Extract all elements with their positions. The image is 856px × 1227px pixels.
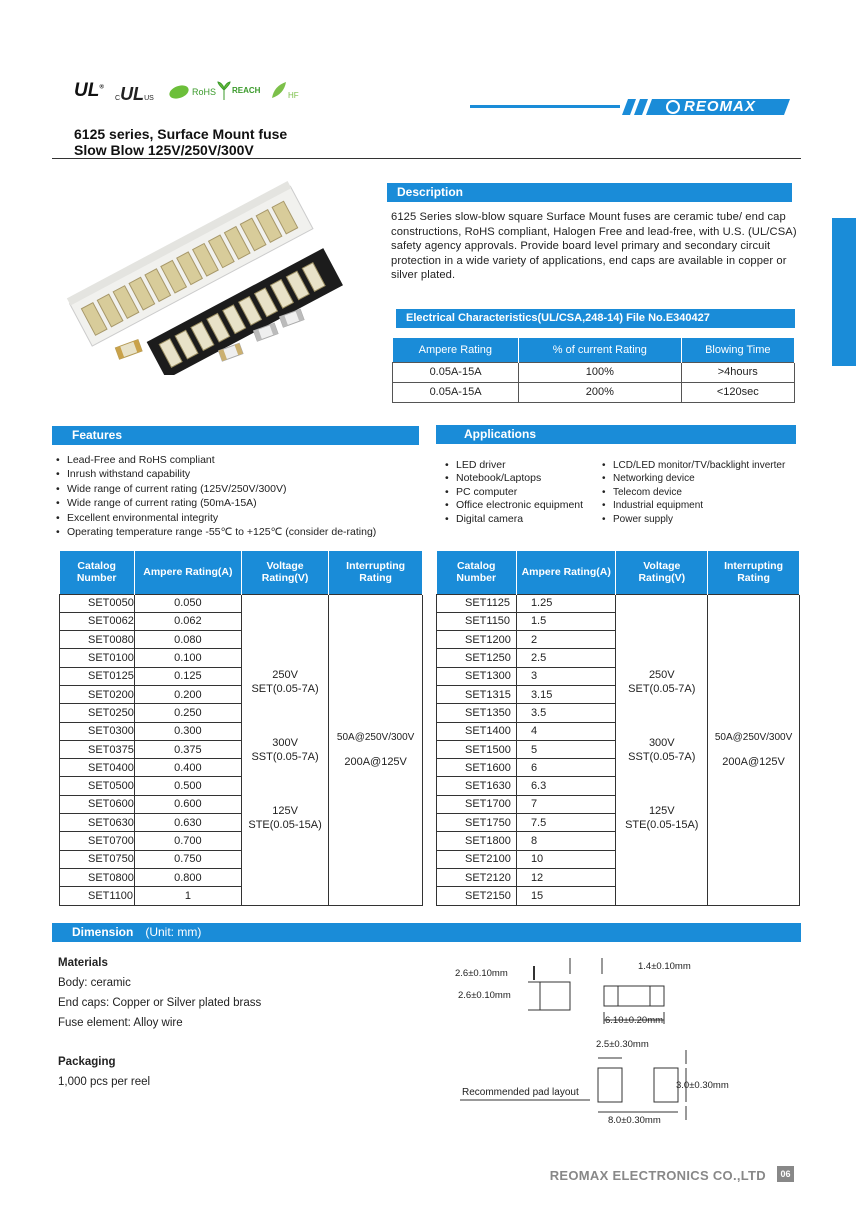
catalog-number-cell: SET2120 — [437, 868, 517, 886]
ampere-cell: 0.100 — [134, 649, 241, 667]
ampere-cell: 1.5 — [516, 612, 616, 630]
catalog-number-cell: SET0400 — [60, 759, 135, 777]
materials-element: Fuse element: Alloy wire — [58, 1017, 183, 1029]
catalog-number-cell: SET1250 — [437, 649, 517, 667]
brand-logo: REOMAX — [666, 98, 756, 115]
ampere-header: Ampere Rating(A) — [516, 551, 616, 594]
catalog-number-cell: SET0062 — [60, 612, 135, 630]
ampere-cell: 0.400 — [134, 759, 241, 777]
ul-logo: UL® — [74, 80, 104, 101]
table-row — [393, 362, 795, 382]
list-item: • Wide range of current rating (125V/250V/300V) — [55, 482, 425, 496]
packaging-heading: Packaging — [58, 1056, 116, 1068]
list-item: • Wide range of current rating (50mA-15A) — [55, 496, 425, 510]
catalog-number-cell: SET0125 — [60, 667, 135, 685]
ampere-cell: 0.200 — [134, 685, 241, 703]
voltage-cell: 250V SET(0.05-7A) 300V SST(0.05-7A) 125V STE(0.05-15A) — [241, 594, 328, 905]
list-item: • LCD/LED monitor/TV/backlight inverter — [601, 459, 801, 472]
side-tab — [832, 218, 856, 366]
dimension-heading: Dimension (Unit: mm) — [52, 923, 801, 942]
pad-layout-label: Recommended pad layout — [462, 1087, 579, 1098]
list-item: • Industrial equipment — [601, 499, 801, 512]
packaging-text: 1,000 pcs per reel — [58, 1076, 151, 1088]
table-row — [393, 382, 795, 402]
ampere-cell: 0.750 — [134, 850, 241, 868]
materials-heading: Materials — [58, 957, 108, 969]
catalog-number-cell: SET1315 — [437, 685, 517, 703]
catalog-number-cell: SET0080 — [60, 631, 135, 649]
ampere-cell: 0.080 — [134, 631, 241, 649]
list-item: • Networking device — [601, 472, 801, 485]
hf-leaf-icon — [268, 80, 288, 100]
ampere-cell: 2.5 — [516, 649, 616, 667]
list-item: • Office electronic equipment — [444, 499, 604, 512]
ampere-cell: 0.125 — [134, 667, 241, 685]
catalog-number-cell: SET1630 — [437, 777, 517, 795]
brand-circle-icon — [666, 100, 680, 114]
applications-heading: Applications — [436, 425, 796, 444]
catalog-number-cell: SET0500 — [60, 777, 135, 795]
ec-header-blowing: Blowing Time — [681, 338, 794, 362]
catalog-header: Catalog Number — [437, 551, 517, 594]
ampere-cell: 0.500 — [134, 777, 241, 795]
ec-header-ampere: Ampere Rating — [393, 338, 519, 362]
ampere-cell: 3.5 — [516, 704, 616, 722]
voltage-header: Voltage Rating(V) — [241, 551, 328, 594]
catalog-number-cell: SET0250 — [60, 704, 135, 722]
ampere-cell: 6.3 — [516, 777, 616, 795]
list-item: • Digital camera — [444, 513, 604, 526]
dim-6-10: 6.10±0.20mm — [605, 1015, 664, 1026]
features-list — [55, 453, 425, 539]
dim-2-5: 2.5±0.30mm — [596, 1039, 649, 1050]
description-text: 6125 Series slow-blow square Surface Mount fuses are ceramic tube/ end cap constructions, RoHS compliant, Halogen Free and lead-free, with U.S. (UL/CSA) safety agency approvals. Provide board level primary and secondary circuit protection in a wide variety of applications, end caps are available in copper or silver plated. — [391, 211, 797, 282]
catalog-number-cell: SET0700 — [60, 832, 135, 850]
catalog-number-cell: SET0100 — [60, 649, 135, 667]
catalog-table-left — [59, 551, 423, 906]
list-item: • LED driver — [444, 459, 604, 472]
catalog-number-cell: SET1300 — [437, 667, 517, 685]
page-number: 06 — [777, 1166, 794, 1182]
page-title: 6125 series, Surface Mount fuse Slow Blow 125V/250V/300V — [74, 126, 288, 158]
list-item: • Telecom device — [601, 486, 801, 499]
catalog-number-cell: SET1700 — [437, 795, 517, 813]
ec-cell: >4hours — [681, 362, 794, 382]
catalog-header: Catalog Number — [60, 551, 135, 594]
ec-cell: 0.05A-15A — [393, 382, 519, 402]
reach-logo: REACH — [216, 80, 260, 100]
table-row — [60, 594, 423, 612]
list-item: • Inrush withstand capability — [55, 467, 425, 481]
dim-8-0: 8.0±0.30mm — [608, 1115, 661, 1126]
ampere-cell: 0.050 — [134, 594, 241, 612]
ampere-cell: 0.250 — [134, 704, 241, 722]
ampere-cell: 0.600 — [134, 795, 241, 813]
catalog-number-cell: SET0750 — [60, 850, 135, 868]
list-item: • Notebook/Laptops — [444, 472, 604, 485]
catalog-number-cell: SET1150 — [437, 612, 517, 630]
catalog-number-cell: SET0050 — [60, 594, 135, 612]
catalog-number-cell: SET2150 — [437, 887, 517, 905]
features-heading: Features — [52, 426, 419, 445]
catalog-table-right — [436, 551, 800, 906]
ampere-header: Ampere Rating(A) — [134, 551, 241, 594]
catalog-body-left — [60, 594, 423, 905]
product-photo — [55, 175, 380, 375]
catalog-number-cell: SET0800 — [60, 868, 135, 886]
dim-2-6-b: 2.6±0.10mm — [458, 990, 511, 1001]
catalog-number-cell: SET0600 — [60, 795, 135, 813]
dim-1-4: 1.4±0.10mm — [638, 961, 691, 972]
leaf-icon — [168, 84, 190, 100]
catalog-number-cell: SET0375 — [60, 740, 135, 758]
catalog-number-cell: SET0630 — [60, 814, 135, 832]
ampere-cell: 0.300 — [134, 722, 241, 740]
catalog-number-cell: SET1125 — [437, 594, 517, 612]
ec-cell: 200% — [519, 382, 681, 402]
ampere-cell: 6 — [516, 759, 616, 777]
table-row — [437, 594, 800, 612]
list-item: • Operating temperature range -55℃ to +125℃ (consider de-rating) — [55, 525, 425, 539]
catalog-number-cell: SET0200 — [60, 685, 135, 703]
voltage-header: Voltage Rating(V) — [616, 551, 708, 594]
catalog-number-cell: SET1100 — [60, 887, 135, 905]
ec-cell: 0.05A-15A — [393, 362, 519, 382]
ampere-cell: 4 — [516, 722, 616, 740]
electrical-heading: Electrical Characteristics(UL/CSA,248-14) File No.E340427 — [396, 309, 795, 328]
ampere-cell: 0.700 — [134, 832, 241, 850]
catalog-number-cell: SET1400 — [437, 722, 517, 740]
dim-2-6-a: 2.6±0.10mm — [455, 968, 508, 979]
materials-endcaps: End caps: Copper or Silver plated brass — [58, 997, 262, 1009]
catalog-number-cell: SET2100 — [437, 850, 517, 868]
catalog-number-cell: SET1500 — [437, 740, 517, 758]
description-heading: Description — [387, 183, 792, 202]
plant-icon — [216, 80, 232, 100]
ampere-cell: 0.630 — [134, 814, 241, 832]
ampere-cell: 1 — [134, 887, 241, 905]
catalog-number-cell: SET1350 — [437, 704, 517, 722]
applications-list-1 — [444, 459, 604, 526]
ampere-cell: 2 — [516, 631, 616, 649]
catalog-number-cell: SET0300 — [60, 722, 135, 740]
materials-body: Body: ceramic — [58, 977, 131, 989]
ampere-cell: 5 — [516, 740, 616, 758]
list-item: • Lead-Free and RoHS compliant — [55, 453, 425, 467]
catalog-number-cell: SET1600 — [437, 759, 517, 777]
catalog-number-cell: SET1200 — [437, 631, 517, 649]
list-item: • Power supply — [601, 513, 801, 526]
ampere-cell: 15 — [516, 887, 616, 905]
cul-logo: CULUS — [115, 84, 154, 104]
ampere-cell: 0.800 — [134, 868, 241, 886]
catalog-number-cell: SET1800 — [437, 832, 517, 850]
catalog-body-right — [437, 594, 800, 905]
ampere-cell: 7.5 — [516, 814, 616, 832]
ampere-cell: 7 — [516, 795, 616, 813]
voltage-cell: 250V SET(0.05-7A) 300V SST(0.05-7A) 125V STE(0.05-15A) — [616, 594, 708, 905]
title-divider — [52, 158, 801, 159]
applications-list-2 — [601, 459, 801, 526]
ampere-cell: 8 — [516, 832, 616, 850]
ampere-cell: 3 — [516, 667, 616, 685]
rohs-logo: RoHS — [168, 84, 216, 100]
interrupting-header: Interrupting Rating — [708, 551, 800, 594]
ampere-cell: 0.375 — [134, 740, 241, 758]
ampere-cell: 3.15 — [516, 685, 616, 703]
ampere-cell: 0.062 — [134, 612, 241, 630]
interrupting-header: Interrupting Rating — [329, 551, 423, 594]
ec-cell: <120sec — [681, 382, 794, 402]
ampere-cell: 10 — [516, 850, 616, 868]
catalog-number-cell: SET1750 — [437, 814, 517, 832]
electrical-table — [392, 338, 795, 403]
footer-company: REOMAX ELECTRONICS CO.,LTD — [549, 1168, 766, 1183]
list-item: • PC computer — [444, 486, 604, 499]
list-item: • Excellent environmental integrity — [55, 511, 425, 525]
ec-header-percent: % of current Rating — [519, 338, 681, 362]
ec-cell: 100% — [519, 362, 681, 382]
ampere-cell: 1.25 — [516, 594, 616, 612]
dim-3-0: 3.0±0.30mm — [676, 1080, 729, 1091]
interrupting-cell: 50A@250V/300V 200A@125V — [329, 594, 423, 905]
hf-logo: HF — [268, 80, 299, 100]
ampere-cell: 12 — [516, 868, 616, 886]
interrupting-cell: 50A@250V/300V 200A@125V — [708, 594, 800, 905]
